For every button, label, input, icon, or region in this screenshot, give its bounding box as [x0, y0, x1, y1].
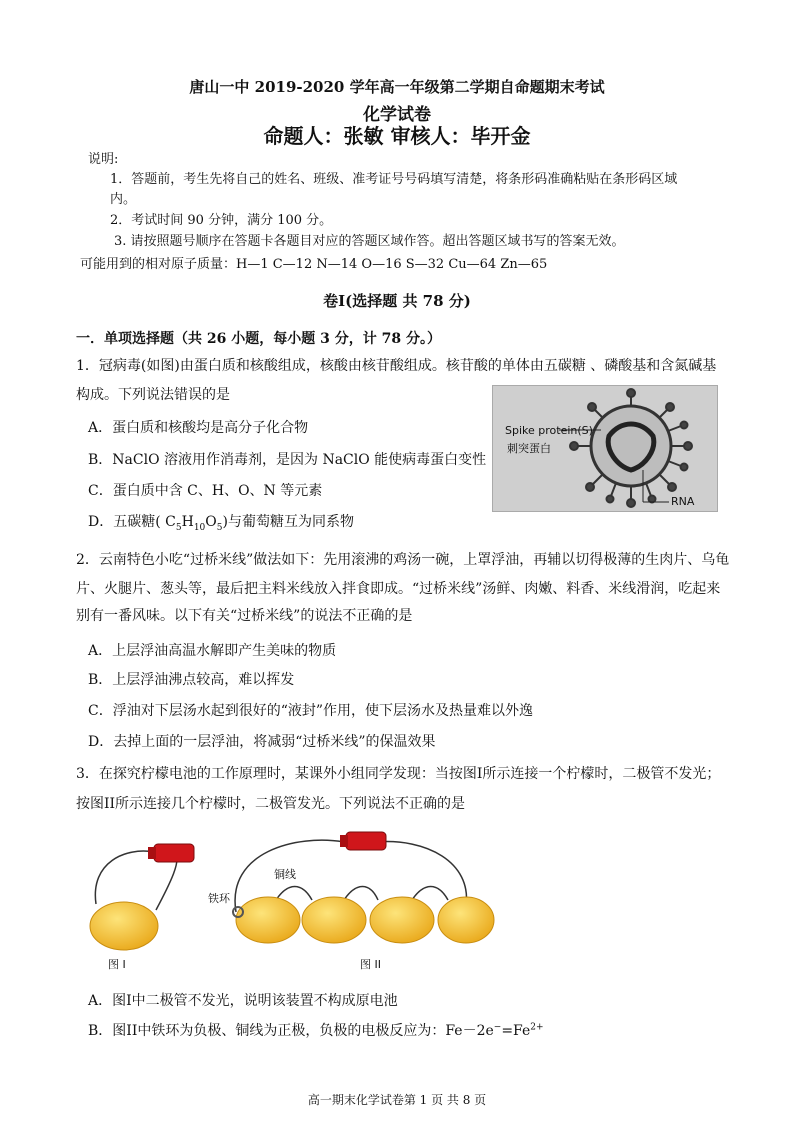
spike-protein-cn-label: 刺突蛋白 — [507, 442, 551, 455]
q3-option-a: A．图I中二极管不发光，说明该装置不构成原电池 — [88, 993, 398, 1009]
instructions-label: 说明: — [88, 152, 119, 167]
instruction-item-3: 3. 请按照题号顺序在答题卡各题目对应的答题区域作答。超出答题区域书写的答案无效。 — [114, 234, 625, 249]
q3-option-b: B．图II中铁环为负极、铜线为正极，负极的电极反应为：$Fe-2e^-=Fe^{2+}$ — [88, 1022, 544, 1039]
iron-ring-label: 铁环 — [208, 892, 230, 905]
exam-subject-title: 化学试卷 — [363, 105, 431, 125]
q3-stem-line2: 按图II所示连接几个柠檬时，二极管发光。下列说法不正确的是 — [76, 796, 466, 812]
q2-option-d: D．去掉上面的一层浮油，将减弱“过桥米线”的保温效果 — [88, 734, 436, 750]
q2-option-c: C．浮油对下层汤水起到很好的“液封”作用，使下层汤水及热量难以外逸 — [88, 703, 534, 719]
q1-option-d: D．五碳糖( $C_5H_{10}O_5$)与葡萄糖互为同系物 — [88, 514, 354, 533]
instruction-item-1-cont: 内。 — [110, 192, 137, 207]
instruction-item-1: 1．答题前，考生先将自己的姓名、班级、准考证号号码填写清楚，将条形码准确粘贴在条形码区域 — [110, 172, 678, 187]
lemon-battery-icon — [76, 822, 496, 982]
section-title: 卷I(选择题 共 78 分) — [323, 292, 471, 310]
q2-option-a: A．上层浮油高温水解即产生美味的物质 — [88, 643, 337, 659]
q1-option-a: A．蛋白质和核酸均是高分子化合物 — [88, 420, 309, 436]
q1-option-c: C．蛋白质中含 C、H、O、N 等元素 — [88, 483, 323, 499]
figure-i-label: 图 I — [108, 958, 126, 971]
q1-stem-line1: 1．冠病毒(如图)由蛋白质和核酸组成，核酸由核苷酸组成。核苷酸的单体由五碳糖 、磷酸基和含氮碱基 — [76, 358, 717, 374]
exam-header-line1: 唐山一中 2019-2020 学年高一年级第二学期自命题期末考试 — [189, 78, 605, 96]
coronavirus-figure — [492, 385, 718, 512]
copper-wire-label: 铜线 — [274, 868, 296, 881]
q2-stem-line1: 2．云南特色小吃“过桥米线”做法如下：先用滚沸的鸡汤一碗，上罩浮油，再辅以切得极薄的生肉片、乌龟 — [76, 552, 730, 568]
exam-authors: 命题人：张敏 审核人：毕开金 — [263, 124, 531, 148]
q2-stem-line3: 别有一番风味。以下有关“过桥米线”的说法不正确的是 — [76, 608, 413, 624]
page-footer: 高一期末化学试卷第 1 页 共 8 页 — [307, 1093, 487, 1107]
q1-stem-line2: 构成。下列说法错误的是 — [76, 387, 230, 403]
rna-label: RNA — [671, 495, 695, 508]
lemon-battery-figure — [76, 822, 496, 982]
figure-ii-label: 图 II — [360, 958, 381, 971]
part-title: 一．单项选择题（共 26 小题，每小题 3 分，计 78 分。） — [76, 331, 441, 347]
atomic-mass-line: 可能用到的相对原子质量：H—1 C—12 N—14 O—16 S—32 Cu—64 Zn—65 — [80, 257, 548, 272]
q2-stem-line2: 片、火腿片、葱头等，最后把主料米线放入拌食即成。“过桥米线”汤鲜、肉嫩、料香、米线滑润，吃起来 — [76, 581, 721, 597]
instruction-item-2: 2．考试时间 90 分钟，满分 100 分。 — [110, 213, 333, 228]
q1-option-b: B．NaClO 溶液用作消毒剂，是因为 NaClO 能使病毒蛋白变性 — [88, 452, 487, 468]
q3-stem-line1: 3．在探究柠檬电池的工作原理时，某课外小组同学发现：当按图I所示连接一个柠檬时，二极管不发光； — [76, 766, 721, 782]
spike-protein-label: Spike protein(S) — [505, 424, 593, 437]
q2-option-b: B．上层浮油沸点较高，难以挥发 — [88, 672, 295, 688]
